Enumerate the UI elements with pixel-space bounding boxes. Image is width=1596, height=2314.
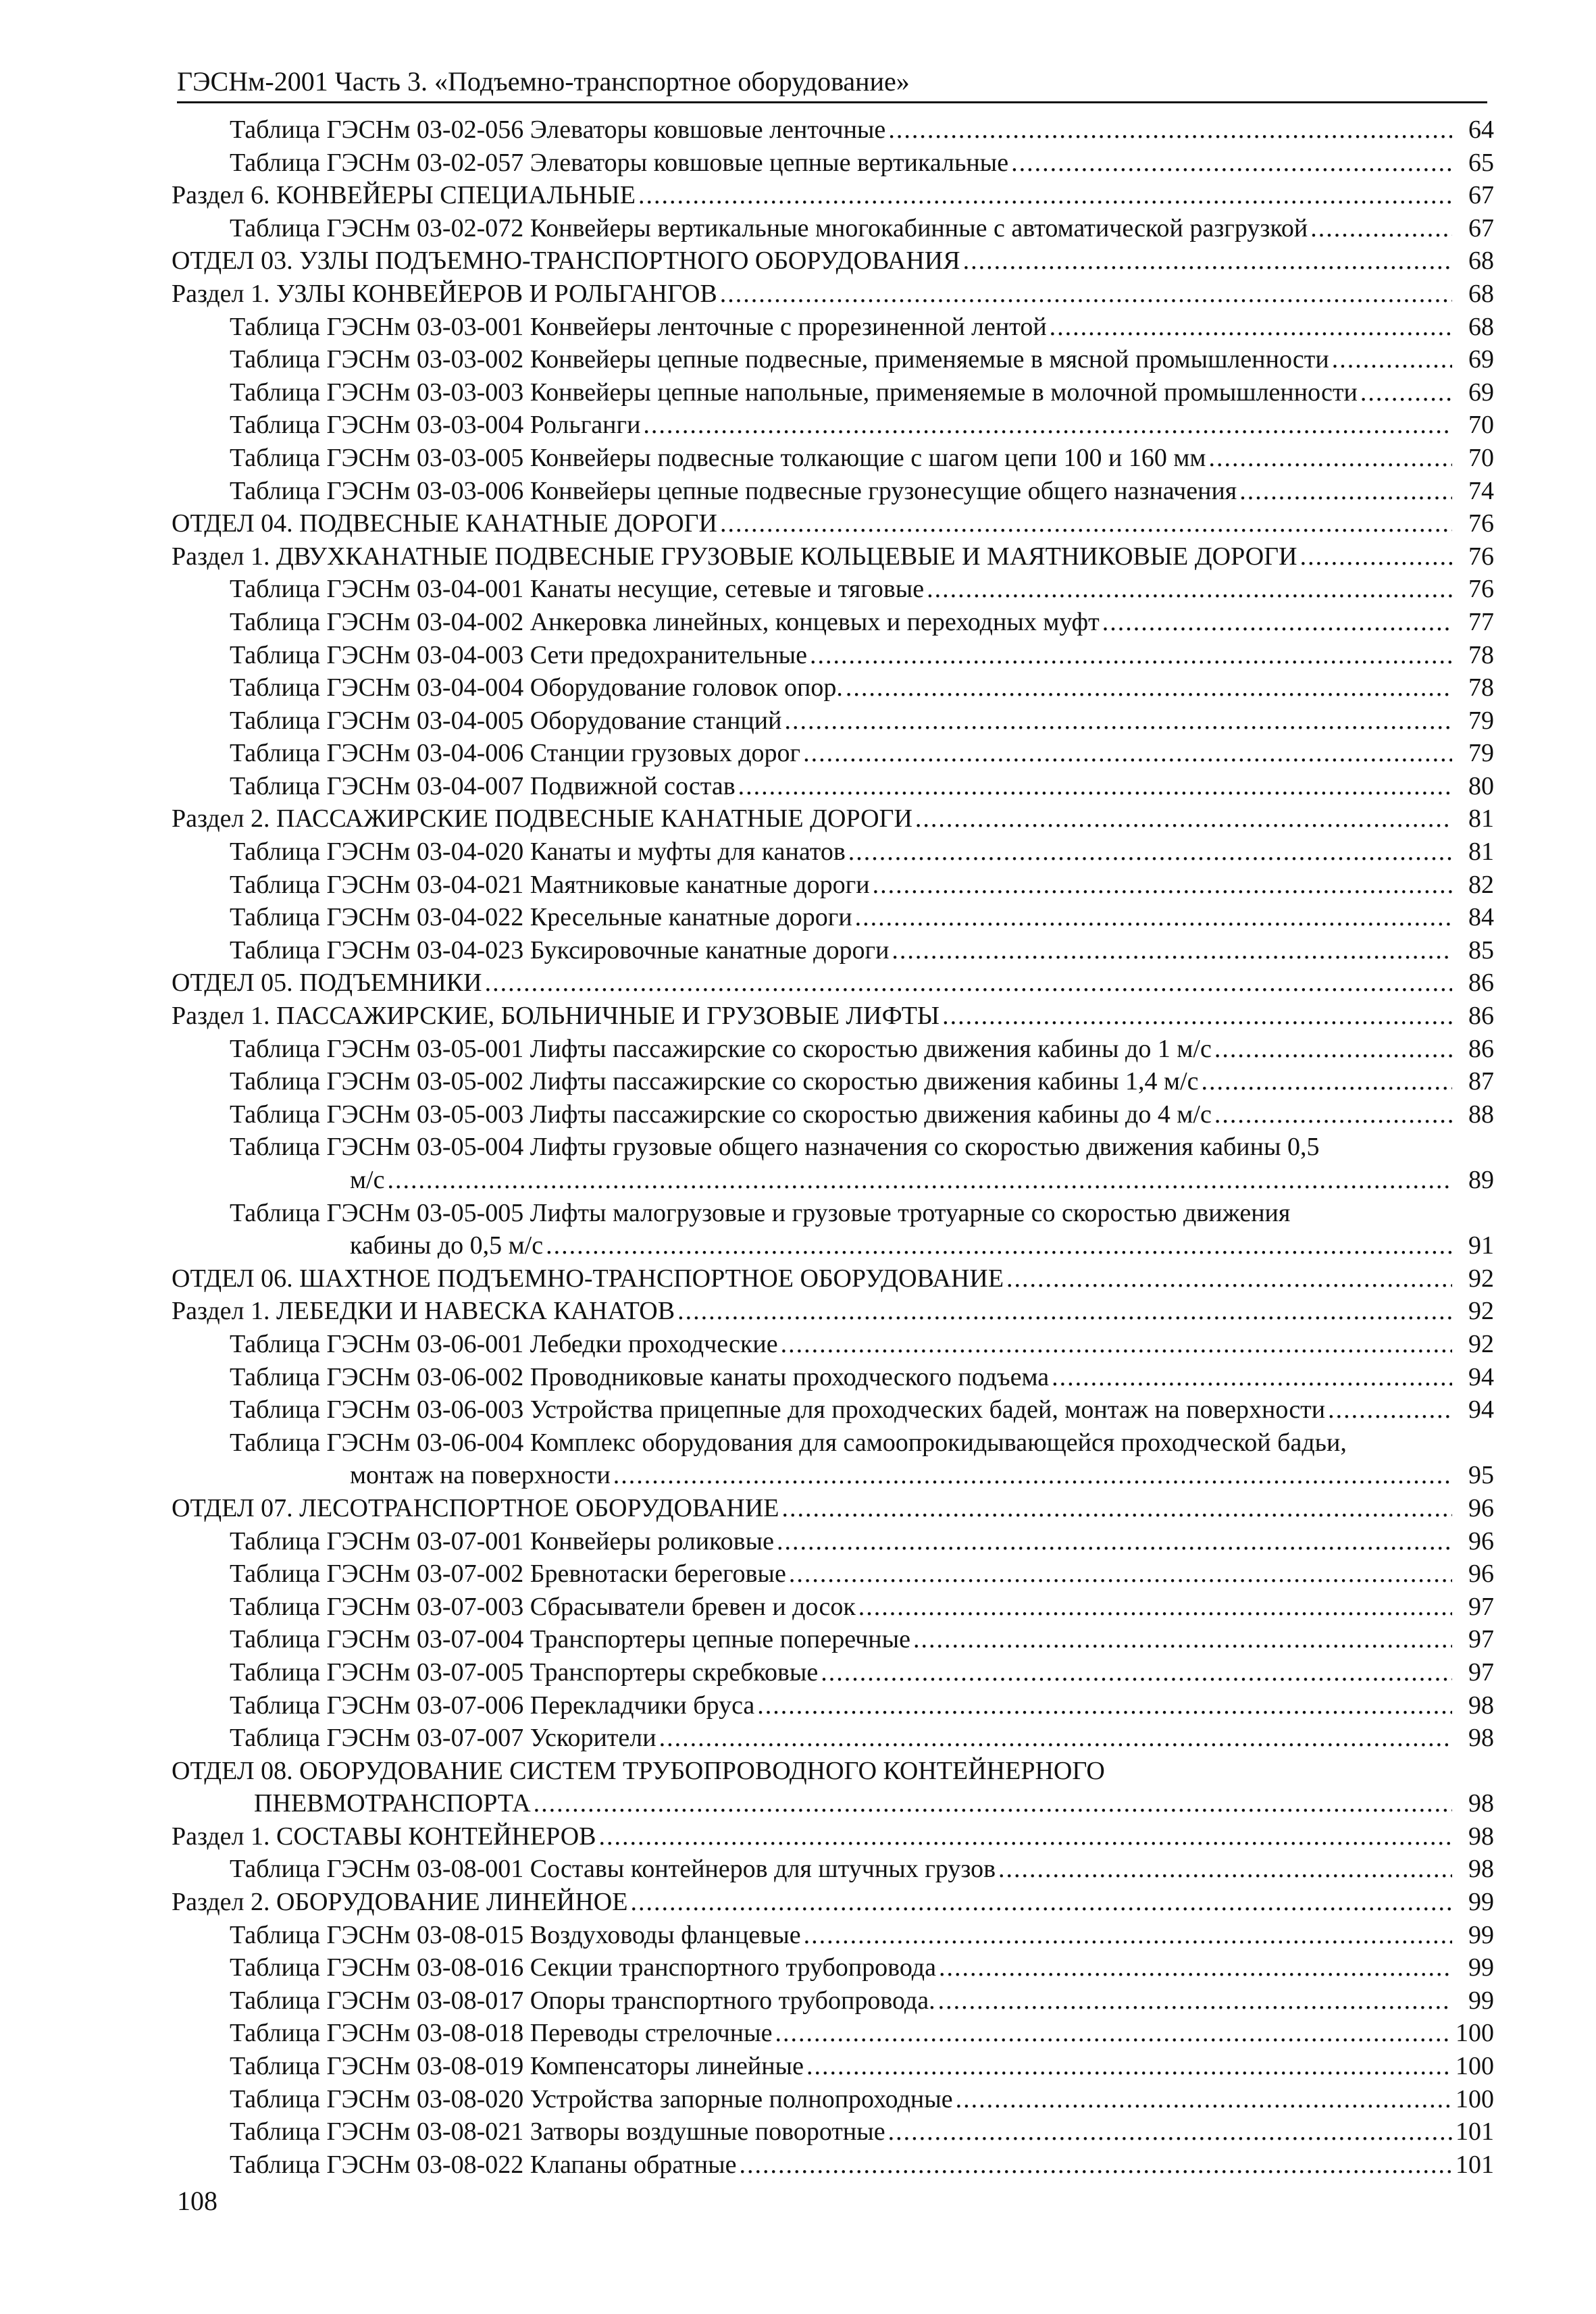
- dot-leader: [677, 1295, 1452, 1328]
- dot-leader: [846, 671, 1452, 704]
- toc-page-number: 78: [1468, 640, 1494, 669]
- toc-entry[interactable]: [172, 606, 1494, 639]
- dot-leader: [789, 1558, 1452, 1591]
- dot-leader: [1208, 442, 1452, 475]
- toc-entry[interactable]: [172, 1591, 1494, 1624]
- toc-entry-title: м/с: [350, 1166, 385, 1194]
- toc-page-number: 80: [1468, 771, 1494, 800]
- toc-entry-title: Таблица ГЭСНм 03-04-006 Станции грузовых дорог: [230, 739, 801, 768]
- toc-entry[interactable]: [172, 212, 1494, 245]
- toc-entry-title: Таблица ГЭСНм 03-03-001 Конвейеры ленточные с прорезиненной лентой: [230, 312, 1047, 341]
- toc-page-number: 69: [1468, 345, 1494, 374]
- toc-entry[interactable]: [172, 1065, 1494, 1098]
- toc-entry-title: Таблица ГЭСНм 03-04-007 Подвижной состав: [230, 771, 736, 800]
- toc-entry-title: Таблица ГЭСНм 03-04-021 Маятниковые канатные дороги: [230, 870, 870, 899]
- toc-entry-title: Таблица ГЭСНм 03-07-003 Сбрасыватели бревен и досок: [230, 1592, 856, 1621]
- toc-page-number: 69: [1468, 378, 1494, 407]
- toc-entry-title: монтаж на поверхности: [350, 1461, 611, 1490]
- dot-leader: [1328, 1393, 1452, 1426]
- dot-leader: [1332, 343, 1452, 376]
- dot-leader: [638, 179, 1452, 212]
- toc-page-number: 70: [1468, 411, 1494, 440]
- toc-page-number: 88: [1468, 1100, 1494, 1129]
- toc-entry[interactable]: [172, 770, 1494, 803]
- dot-leader: [1214, 1033, 1452, 1066]
- toc-entry-title: Таблица ГЭСНм 03-08-017 Опоры транспортного трубопровода.: [230, 1986, 935, 2015]
- toc-page-number: 98: [1468, 1724, 1494, 1753]
- toc-entry-title: Таблица ГЭСНм 03-03-005 Конвейеры подвесные толкающие с шагом цепи 100 и 160 мм: [230, 443, 1206, 472]
- toc-page-number: 97: [1468, 1625, 1494, 1654]
- toc-entry[interactable]: [172, 704, 1494, 738]
- dot-leader: [942, 1000, 1452, 1033]
- toc-page-number: 87: [1468, 1067, 1494, 1096]
- toc-entry-title: Таблица ГЭСНм 03-04-005 Оборудование станций: [230, 706, 782, 735]
- toc-entry[interactable]: [172, 802, 1494, 835]
- toc-page-number: 97: [1468, 1592, 1494, 1621]
- toc-page-number: 99: [1468, 1888, 1494, 1917]
- toc-entry-title: Раздел 1. ПАССАЖИРСКИЕ, БОЛЬНИЧНЫЕ И ГРУЗОВЫЕ ЛИФТЫ: [172, 1002, 940, 1031]
- toc-entry-title: Таблица ГЭСНм 03-06-004 Комплекс оборудования для самоопрокидывающейся проходческой бадьи,: [230, 1428, 1347, 1457]
- toc-page-number: 101: [1456, 2150, 1494, 2179]
- dot-leader: [777, 1525, 1452, 1558]
- toc-entry[interactable]: [172, 1689, 1494, 1722]
- dot-leader: [938, 1984, 1452, 2017]
- toc-entry[interactable]: [172, 442, 1494, 475]
- toc-entry-title: ОТДЕЛ 06. ШАХТНОЕ ПОДЪЕМНО-ТРАНСПОРТНОЕ ОБОРУДОВАНИЕ: [172, 1264, 1004, 1293]
- dot-leader: [782, 1492, 1453, 1525]
- dot-leader: [956, 2083, 1452, 2116]
- dot-leader: [888, 2115, 1452, 2149]
- toc-entry-title: Таблица ГЭСНм 03-02-056 Элеваторы ковшовые ленточные: [230, 115, 886, 144]
- dot-leader: [873, 869, 1452, 902]
- toc-entry[interactable]: [172, 1262, 1494, 1295]
- toc-entry[interactable]: [172, 1558, 1494, 1591]
- toc-entry-title: Таблица ГЭСНм 03-07-007 Ускорители: [230, 1724, 657, 1753]
- toc-entry[interactable]: [172, 2149, 1494, 2182]
- dot-leader: [599, 1820, 1452, 1853]
- toc-entry-title: ОТДЕЛ 07. ЛЕСОТРАНСПОРТНОЕ ОБОРУДОВАНИЕ: [172, 1493, 779, 1522]
- toc-entry-title: ОТДЕЛ 05. ПОДЪЕМНИКИ: [172, 969, 482, 998]
- toc-entry-title: Раздел 1. ДВУХКАНАТНЫЕ ПОДВЕСНЫЕ ГРУЗОВЫЕ КОЛЬЦЕВЫЕ И МАЯТНИКОВЫЕ ДОРОГИ: [172, 542, 1297, 571]
- toc-entry[interactable]: [172, 1820, 1494, 1853]
- toc-entry-title: Раздел 2. ПАССАЖИРСКИЕ ПОДВЕСНЫЕ КАНАТНЫЕ ДОРОГИ: [172, 804, 912, 833]
- dot-leader: [1052, 1361, 1452, 1394]
- toc-entry[interactable]: [172, 1328, 1494, 1361]
- dot-leader: [757, 1689, 1452, 1722]
- toc-entry-title: Таблица ГЭСНм 03-03-004 Рольганги: [230, 411, 641, 440]
- toc-entry[interactable]: [172, 2017, 1494, 2050]
- toc-entry-title: Таблица ГЭСНм 03-06-003 Устройства прицепные для проходческих бадей, монтаж на поверхности: [230, 1395, 1326, 1424]
- toc-entry[interactable]: [172, 475, 1494, 508]
- dot-leader: [848, 835, 1452, 869]
- toc-entry[interactable]: [172, 1459, 1494, 1492]
- table-of-contents: [172, 113, 1494, 2181]
- toc-entry[interactable]: [172, 1919, 1494, 1952]
- running-header: ГЭСНм-2001 Часть 3. «Подъемно-транспортное оборудование»: [177, 65, 1487, 103]
- toc-entry-title: Таблица ГЭСНм 03-07-001 Конвейеры роликовые: [230, 1526, 774, 1555]
- dot-leader: [775, 2017, 1452, 2050]
- toc-page-number: 98: [1468, 1691, 1494, 1720]
- toc-entry-title: Таблица ГЭСНм 03-08-020 Устройства запорные полнопроходные: [230, 2084, 953, 2113]
- dot-leader: [915, 802, 1452, 835]
- toc-page-number: 99: [1468, 1953, 1494, 1982]
- toc-page-number: 76: [1468, 575, 1494, 604]
- dot-leader: [1202, 1065, 1452, 1098]
- toc-entry-title: Таблица ГЭСНм 03-05-001 Лифты пассажирские со скоростью движения кабины до 1 м/с: [230, 1034, 1212, 1063]
- toc-page-number: 84: [1468, 903, 1494, 932]
- toc-entry[interactable]: [172, 1722, 1494, 1755]
- toc-entry-title: Таблица ГЭСНм 03-03-006 Конвейеры цепные подвесные грузонесущие общего назначения: [230, 476, 1237, 505]
- toc-entry-title: ПНЕВМОТРАНСПОРТА: [254, 1789, 531, 1818]
- toc-entry[interactable]: [172, 2050, 1494, 2083]
- toc-entry-title: Таблица ГЭСНм 03-04-020 Канаты и муфты для канатов: [230, 838, 846, 867]
- toc-entry-title: Таблица ГЭСНм 03-07-004 Транспортеры цепные поперечные: [230, 1625, 910, 1654]
- toc-entry[interactable]: [172, 1951, 1494, 1984]
- dot-leader: [858, 1591, 1452, 1624]
- toc-entry-title: Раздел 1. ЛЕБЕДКИ И НАВЕСКА КАНАТОВ: [172, 1297, 675, 1326]
- toc-page-number: 100: [1456, 2019, 1494, 2048]
- toc-page-number: 81: [1468, 838, 1494, 867]
- toc-entry-title: Таблица ГЭСНм 03-02-072 Конвейеры вертикальные многокабинные с автоматической разгрузкой: [230, 213, 1308, 242]
- toc-entry[interactable]: [172, 147, 1494, 180]
- toc-entry[interactable]: [172, 1886, 1494, 1919]
- toc-entry[interactable]: [172, 967, 1494, 1000]
- toc-entry[interactable]: [172, 1623, 1494, 1656]
- toc-entry[interactable]: [172, 1000, 1494, 1033]
- toc-page-number: 67: [1468, 213, 1494, 242]
- toc-entry-title: Таблица ГЭСНм 03-08-021 Затворы воздушные поворотные: [230, 2117, 885, 2146]
- toc-page-number: 92: [1468, 1329, 1494, 1358]
- toc-page-number: 98: [1468, 1822, 1494, 1851]
- dot-leader: [781, 1328, 1452, 1361]
- toc-entry[interactable]: [172, 639, 1494, 672]
- toc-entry-title: Таблица ГЭСНм 03-04-003 Сети предохранительные: [230, 640, 807, 669]
- toc-page-number: 95: [1468, 1461, 1494, 1490]
- toc-page-number: 86: [1468, 969, 1494, 998]
- dot-leader: [810, 639, 1452, 672]
- toc-entry-title: Таблица ГЭСНм 03-05-005 Лифты малогрузовые и грузовые тротуарные со скоростью движения: [230, 1198, 1291, 1227]
- toc-entry[interactable]: [172, 1164, 1494, 1197]
- toc-entry-title: Таблица ГЭСНм 03-04-002 Анкеровка линейных, концевых и переходных муфт: [230, 607, 1100, 636]
- toc-entry[interactable]: [172, 507, 1494, 540]
- dot-leader: [1360, 376, 1452, 409]
- dot-leader: [821, 1656, 1452, 1689]
- toc-entry[interactable]: [172, 376, 1494, 409]
- dot-leader: [720, 507, 1452, 540]
- toc-page-number: 79: [1468, 706, 1494, 735]
- toc-entry[interactable]: [172, 245, 1494, 278]
- toc-page-number: 94: [1468, 1362, 1494, 1391]
- dot-leader: [927, 573, 1452, 606]
- toc-page-number: 98: [1468, 1789, 1494, 1818]
- toc-entry[interactable]: [172, 343, 1494, 376]
- toc-entry[interactable]: [172, 1656, 1494, 1689]
- toc-page-number: 100: [1456, 2084, 1494, 2113]
- toc-entry-title: Раздел 6. КОНВЕЙЕРЫ СПЕЦИАЛЬНЫЕ: [172, 181, 636, 210]
- toc-entry-title: Таблица ГЭСНм 03-08-018 Переводы стрелочные: [230, 2019, 773, 2048]
- dot-leader: [738, 770, 1452, 803]
- toc-page-number: 77: [1468, 607, 1494, 636]
- toc-entry-title: Таблица ГЭСНм 03-07-005 Транспортеры скребковые: [230, 1657, 819, 1687]
- toc-entry-title: Таблица ГЭСНм 03-05-002 Лифты пассажирские со скоростью движения кабины 1,4 м/с: [230, 1067, 1199, 1096]
- toc-entry[interactable]: [172, 540, 1494, 573]
- toc-entry[interactable]: [172, 2083, 1494, 2116]
- toc-entry-title: Таблица ГЭСНм 03-08-016 Секции транспортного трубопровода: [230, 1953, 936, 1982]
- toc-entry[interactable]: [172, 737, 1494, 770]
- toc-page-number: 92: [1468, 1264, 1494, 1293]
- dot-leader: [1006, 1262, 1452, 1295]
- dot-leader: [1239, 475, 1452, 508]
- dot-leader: [630, 1886, 1452, 1919]
- toc-entry-title: Таблица ГЭСНм 03-05-004 Лифты грузовые общего назначения со скоростью движения кабины 0,5: [230, 1133, 1320, 1162]
- toc-page-number: 70: [1468, 443, 1494, 472]
- dot-leader: [806, 2050, 1452, 2083]
- dot-leader: [485, 967, 1452, 1000]
- dot-leader: [998, 1853, 1452, 1886]
- toc-entry-title: Таблица ГЭСНм 03-04-004 Оборудование головок опор.: [230, 673, 843, 702]
- toc-page-number: 100: [1456, 2052, 1494, 2081]
- toc-page-number: 99: [1468, 1986, 1494, 2015]
- toc-entry[interactable]: [172, 934, 1494, 967]
- toc-entry[interactable]: [172, 671, 1494, 704]
- toc-entry-title: Таблица ГЭСНм 03-08-001 Составы контейнеров для штучных грузов: [230, 1855, 996, 1884]
- toc-entry-title: Раздел 2. ОБОРУДОВАНИЕ ЛИНЕЙНОЕ: [172, 1888, 628, 1917]
- toc-page-number: 64: [1468, 115, 1494, 144]
- toc-entry-title: Таблица ГЭСНм 03-05-003 Лифты пассажирские со скоростью движения кабины до 4 м/с: [230, 1100, 1212, 1129]
- dot-leader: [1300, 540, 1452, 573]
- toc-page-number: 86: [1468, 1034, 1494, 1063]
- toc-entry[interactable]: [172, 1984, 1494, 2017]
- dot-leader: [546, 1229, 1452, 1262]
- dot-leader: [740, 2149, 1452, 2182]
- toc-page-number: 96: [1468, 1560, 1494, 1589]
- toc-page-number: 92: [1468, 1297, 1494, 1326]
- toc-entry[interactable]: [172, 901, 1494, 934]
- toc-entry-title: кабины до 0,5 м/с: [350, 1231, 544, 1260]
- dot-leader: [804, 1919, 1452, 1952]
- toc-page-number: 96: [1468, 1526, 1494, 1555]
- toc-entry[interactable]: [172, 1492, 1494, 1525]
- toc-entry-title: Таблица ГЭСНм 03-06-002 Проводниковые канаты проходческого подъема: [230, 1362, 1050, 1391]
- dot-leader: [1011, 147, 1452, 180]
- toc-page-number: 81: [1468, 804, 1494, 833]
- toc-entry-title: Таблица ГЭСНм 03-04-022 Кресельные канатные дороги: [230, 903, 852, 932]
- toc-page-number: 101: [1456, 2117, 1494, 2146]
- toc-page-number: 76: [1468, 542, 1494, 571]
- toc-entry[interactable]: [172, 179, 1494, 212]
- dot-leader: [1214, 1098, 1452, 1131]
- toc-page-number: 65: [1468, 148, 1494, 177]
- toc-entry[interactable]: [172, 1361, 1494, 1394]
- dot-leader: [534, 1787, 1452, 1820]
- toc-entry[interactable]: [172, 1853, 1494, 1886]
- toc-entry[interactable]: [172, 1098, 1494, 1131]
- toc-page-number: 67: [1468, 181, 1494, 210]
- toc-entry-title: Таблица ГЭСНм 03-08-022 Клапаны обратные: [230, 2150, 737, 2179]
- toc-entry-title: Таблица ГЭСНм 03-04-023 Буксировочные канатные дороги: [230, 935, 890, 965]
- toc-page-number: 78: [1468, 673, 1494, 702]
- toc-entry[interactable]: [172, 1525, 1494, 1558]
- dot-leader: [1310, 212, 1452, 245]
- dot-leader: [913, 1623, 1452, 1656]
- dot-leader: [387, 1164, 1452, 1197]
- toc-entry[interactable]: [172, 311, 1494, 344]
- toc-entry-title: ОТДЕЛ 04. ПОДВЕСНЫЕ КАНАТНЫЕ ДОРОГИ: [172, 509, 717, 538]
- toc-entry[interactable]: [172, 835, 1494, 869]
- dot-leader: [1050, 311, 1452, 344]
- toc-page-number: 68: [1468, 247, 1494, 276]
- dot-leader: [784, 704, 1452, 738]
- page-number: 108: [177, 2186, 217, 2216]
- toc-entry-title: Таблица ГЭСНм 03-03-003 Конвейеры цепные напольные, применяемые в молочной промышленности: [230, 378, 1358, 407]
- dot-leader: [613, 1459, 1452, 1492]
- toc-page-number: 98: [1468, 1855, 1494, 1884]
- toc-entry[interactable]: [172, 1295, 1494, 1328]
- dot-leader: [888, 113, 1452, 147]
- dot-leader: [939, 1951, 1452, 1984]
- toc-page-number: 99: [1468, 1920, 1494, 1949]
- toc-entry-title: ОТДЕЛ 08. ОБОРУДОВАНИЕ СИСТЕМ ТРУБОПРОВОДНОГО КОНТЕЙНЕРНОГО: [172, 1756, 1105, 1785]
- toc-page-number: 85: [1468, 935, 1494, 965]
- toc-entry-title: Таблица ГЭСНм 03-04-001 Канаты несущие, сетевые и тяговые: [230, 575, 925, 604]
- toc-page-number: 68: [1468, 279, 1494, 308]
- toc-entry-title: ОТДЕЛ 03. УЗЛЫ ПОДЪЕМНО-ТРАНСПОРТНОГО ОБОРУДОВАНИЯ: [172, 247, 960, 276]
- toc-entry-title: Таблица ГЭСНм 03-08-015 Воздуховоды фланцевые: [230, 1920, 801, 1949]
- toc-entry[interactable]: [172, 869, 1494, 902]
- toc-entry[interactable]: [172, 1787, 1494, 1820]
- toc-entry[interactable]: [172, 1393, 1494, 1426]
- toc-page-number: 91: [1468, 1231, 1494, 1260]
- toc-page-number: 94: [1468, 1395, 1494, 1424]
- toc-page-number: 97: [1468, 1657, 1494, 1687]
- toc-entry-title: Раздел 1. УЗЛЫ КОНВЕЙЕРОВ И РОЛЬГАНГОВ: [172, 279, 717, 308]
- toc-page-number: 68: [1468, 312, 1494, 341]
- dot-leader: [855, 901, 1452, 934]
- dot-leader: [720, 278, 1452, 311]
- toc-entry-title: Таблица ГЭСНм 03-02-057 Элеваторы ковшовые цепные вертикальные: [230, 148, 1009, 177]
- toc-entry-title: Таблица ГЭСНм 03-07-002 Бревнотаски береговые: [230, 1560, 786, 1589]
- toc-page-number: 76: [1468, 509, 1494, 538]
- toc-entry[interactable]: [172, 409, 1494, 442]
- dot-leader: [643, 409, 1452, 442]
- toc-entry[interactable]: [172, 1033, 1494, 1066]
- toc-page-number: 79: [1468, 739, 1494, 768]
- toc-page-number: 74: [1468, 476, 1494, 505]
- toc-entry[interactable]: [172, 2115, 1494, 2149]
- toc-entry[interactable]: [172, 278, 1494, 311]
- toc-entry[interactable]: [172, 113, 1494, 147]
- dot-leader: [892, 934, 1452, 967]
- dot-leader: [659, 1722, 1452, 1755]
- toc-entry-title: Таблица ГЭСНм 03-07-006 Перекладчики бруса: [230, 1691, 755, 1720]
- toc-page-number: 96: [1468, 1493, 1494, 1522]
- toc-page-number: 82: [1468, 870, 1494, 899]
- toc-entry[interactable]: [172, 1229, 1494, 1262]
- toc-entry-title: Таблица ГЭСНм 03-08-019 Компенсаторы линейные: [230, 2052, 804, 2081]
- dot-leader: [803, 737, 1452, 770]
- toc-entry-title: Раздел 1. СОСТАВЫ КОНТЕЙНЕРОВ: [172, 1822, 596, 1851]
- toc-entry[interactable]: [172, 573, 1494, 606]
- toc-page-number: 86: [1468, 1002, 1494, 1031]
- dot-leader: [1102, 606, 1452, 639]
- dot-leader: [963, 245, 1452, 278]
- toc-entry-title: Таблица ГЭСНм 03-03-002 Конвейеры цепные подвесные, применяемые в мясной промышленности: [230, 345, 1329, 374]
- toc-page-number: 89: [1468, 1166, 1494, 1194]
- toc-entry-title: Таблица ГЭСНм 03-06-001 Лебедки проходческие: [230, 1329, 778, 1358]
